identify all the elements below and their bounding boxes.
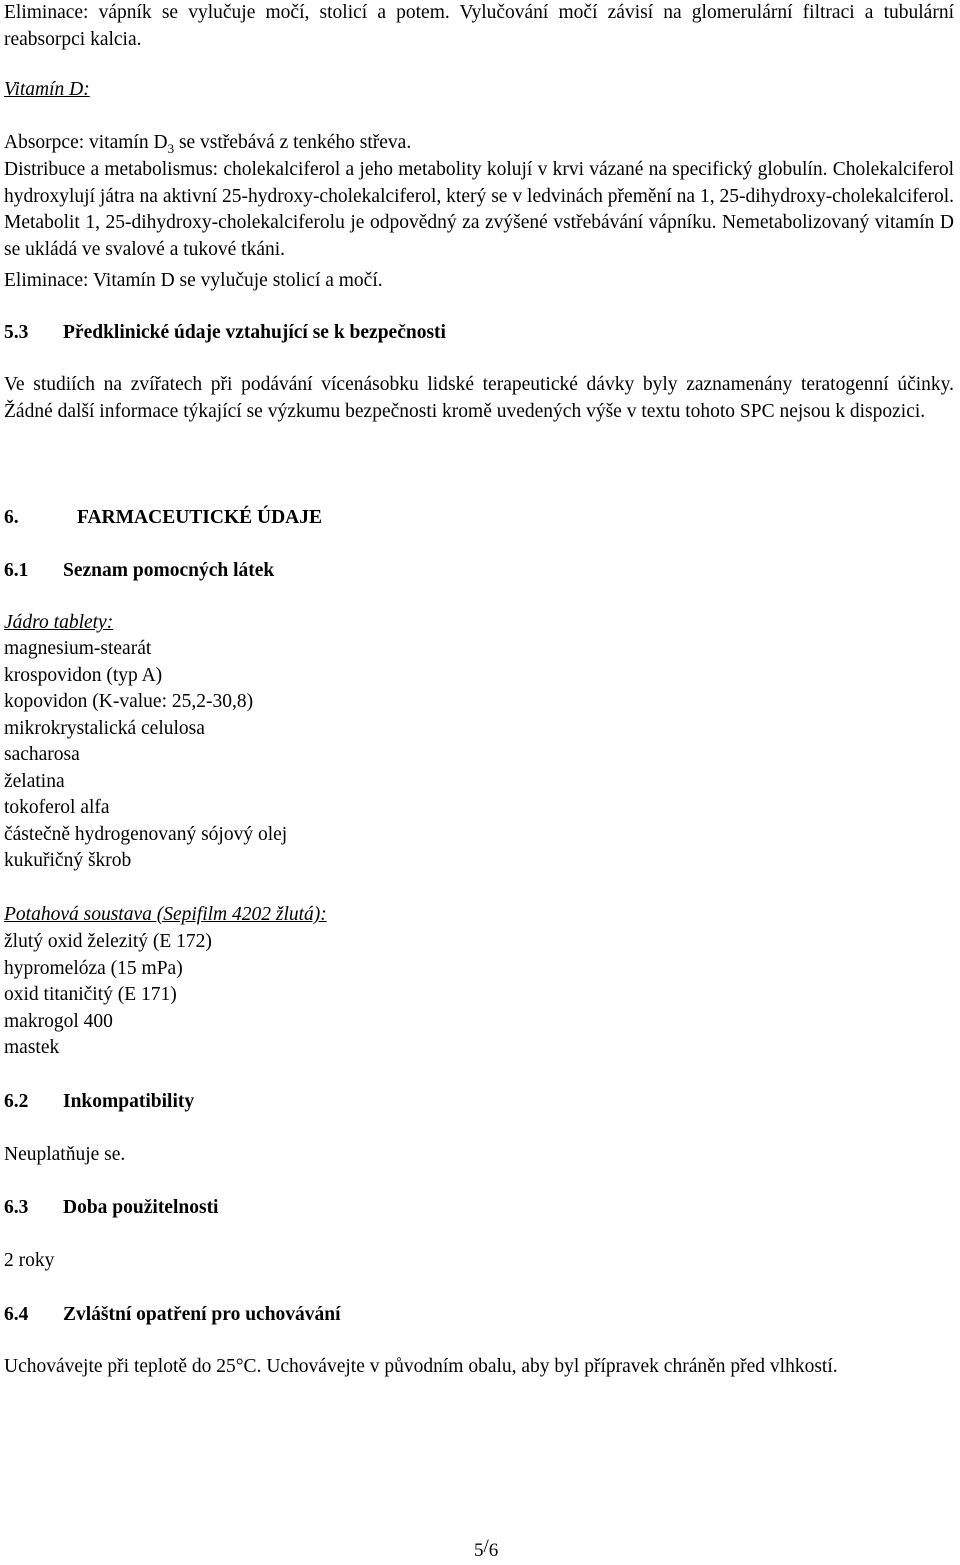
section-number: 6. [4,507,19,528]
section-5-3-text: Ve studiích na zvířatech při podávání vícenásobku lidské terapeutické dávky byly zaznamenány teratogenní účinky. Žádné další informace týkající se výzkumu bezpečnosti kromě uvedených výše v textu tohoto SPC nejsou k dispozici. [4,374,954,422]
section-6-4-heading [4,1302,954,1329]
film-coating-heading: Potahová soustava (Sepifilm 4202 žlutá): [4,904,327,925]
section-number: 6.3 [4,1197,29,1218]
absorption-text-end: se vstřebává z tenkého střeva. [174,132,412,153]
vitamin-d-absorption [4,130,954,157]
page-number [474,1536,499,1561]
section-6-3-heading [4,1195,954,1222]
list-item: mikrokrystalická celulosa [4,717,205,739]
vitamin-d-heading: Vitamín D: [4,79,90,100]
list-item: hypromelóza (15 mPa) [4,957,183,979]
section-6-3-text: 2 roky [4,1250,55,1271]
section-number: 5.3 [4,322,29,343]
absorption-subscript: 3 [167,140,175,156]
list-item: kopovidon (K-value: 25,2-30,8) [4,691,254,712]
section-number: 6.4 [4,1304,29,1325]
calcium-elimination-paragraph: Eliminace: vápník se vylučuje močí, stolicí a potem. Vylučování močí závisí na glomerulární filtraci a tubulární reabsorpci kalcia. [4,2,954,50]
list-item: mastek [4,1037,60,1058]
list-item: makrogol 400 [4,1010,113,1032]
list-item: želatina [4,770,65,792]
film-coating-list [4,929,954,1062]
list-item: krospovidon (typ A) [4,664,163,686]
absorption-text: Absorpce: vitamín D [4,132,168,153]
list-item: magnesium-stearát [4,638,152,659]
section-title: FARMACEUTICKÉ ÚDAJE [77,507,323,528]
tablet-core-heading: Jádro tablety: [4,612,114,633]
section-title: Inkompatibility [63,1091,195,1112]
section-title: Seznam pomocných látek [63,560,275,581]
list-item: sacharosa [4,744,80,765]
section-title: Předklinické údaje vztahující se k bezpečnosti [63,322,446,343]
vitamin-d-distribution-paragraph: Distribuce a metabolismus: cholekalciferol a jeho metabolity kolují v krvi vázané na specifický globulín. Cholekalciferol hydroxylují játra na aktivní 25-hydroxy-cholekalciferol, který se v ledvinách přemění na 1, 25-dihydroxy-cholekalciferol. Metabolit 1, 25-dihydroxy-cholekalciferolu je odpovědný za zvýšené vstřebávání vápníku. Nemetabolizovaný vitamín D se ukládá ve svalové a tukové tkáni. [4,159,954,260]
list-item: žlutý oxid železitý (E 172) [4,931,212,952]
section-number: 6.1 [4,560,29,581]
section-number: 6.2 [4,1091,29,1112]
section-6-2-text: Neuplatňuje se. [4,1144,126,1165]
list-item: oxid titaničitý (E 171) [4,984,177,1005]
section-6-2-heading [4,1089,954,1116]
section-5-3-heading [4,320,954,347]
vitamin-d-elimination: Eliminace: Vitamín D se vylučuje stolicí a močí. [4,270,383,291]
section-6-heading [4,505,954,532]
tablet-core-list [4,636,954,875]
list-item: částečně hydrogenovaný sójový olej [4,823,288,845]
page-separator: / [483,1536,489,1557]
page-total: 6 [488,1540,499,1561]
section-title: Doba použitelnosti [63,1197,219,1218]
list-item: tokoferol alfa [4,797,110,818]
section-title: Zvláštní opatření pro uchovávání [63,1304,341,1325]
page-current: 5 [474,1540,484,1561]
section-6-4-text: Uchovávejte při teplotě do 25°C. Uchovávejte v původním obalu, aby byl přípravek chráněn před vlhkostí. [4,1356,838,1377]
list-item: kukuřičný škrob [4,850,132,871]
section-6-1-heading [4,558,954,585]
